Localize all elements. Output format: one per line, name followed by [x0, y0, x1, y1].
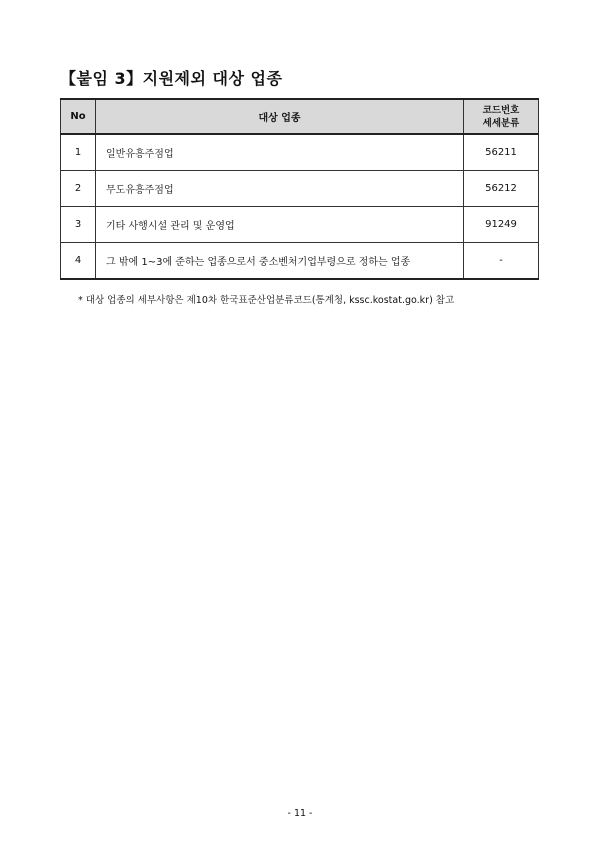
footnote: * 대상 업종의 세부사항은 제10차 한국표준산업분류코드(통계청, kssc.kostat.go.kr) 참고: [78, 295, 455, 306]
row-code: 56212: [464, 171, 539, 207]
table-row: [61, 207, 539, 243]
row-industry: 기타 사행시설 관리 및 운영업: [96, 207, 464, 243]
header-code-line1: 코드번호: [482, 104, 520, 116]
header-code: [464, 99, 539, 134]
row-industry: 일반유흥주점업: [96, 134, 464, 171]
table-row: [61, 134, 539, 171]
row-code: 56211: [464, 134, 539, 171]
table-header-row: [61, 99, 539, 134]
row-industry: 그 밖에 1~3에 준하는 업종으로서 중소벤처기업부령으로 정하는 업종: [96, 243, 464, 280]
row-code: -: [464, 243, 539, 280]
table-row: [61, 243, 539, 280]
row-code: 91249: [464, 207, 539, 243]
row-no: 3: [61, 207, 96, 243]
page-number: - 11 -: [287, 808, 313, 819]
excluded-industries-table: [60, 98, 539, 280]
row-industry: 무도유흥주점업: [96, 171, 464, 207]
table-row: [61, 171, 539, 207]
header-code-line2: 세세분류: [482, 117, 520, 129]
document-title: 【붙임 3】지원제외 대상 업종: [60, 69, 283, 88]
header-no: No: [61, 99, 96, 134]
row-no: 4: [61, 243, 96, 280]
header-industry: 대상 업종: [96, 99, 464, 134]
row-no: 1: [61, 134, 96, 171]
row-no: 2: [61, 171, 96, 207]
